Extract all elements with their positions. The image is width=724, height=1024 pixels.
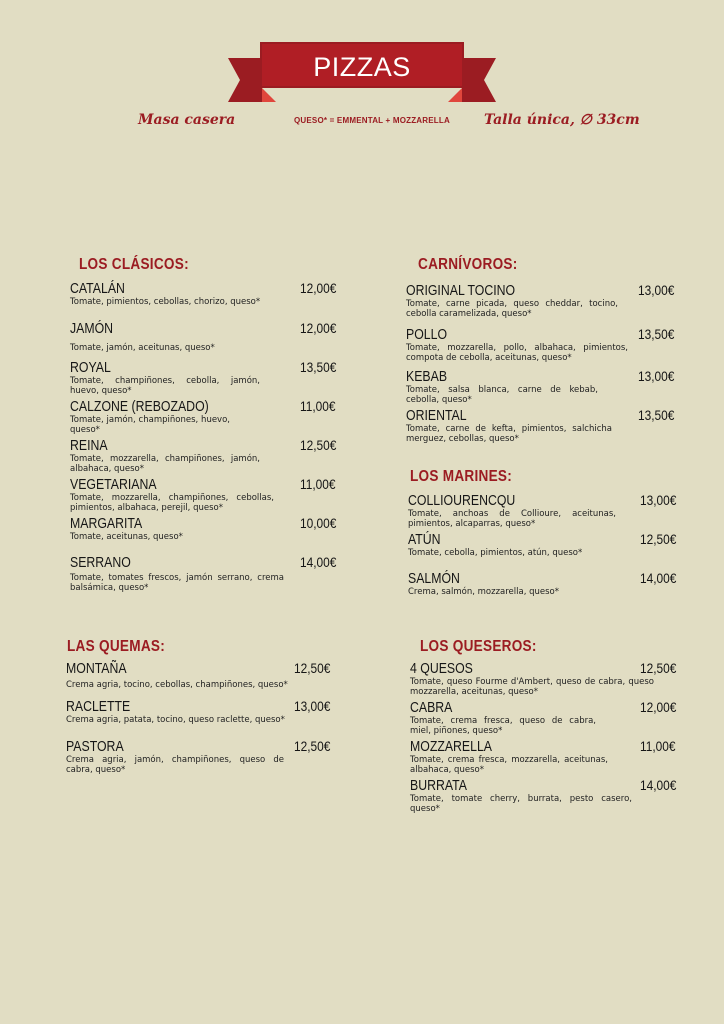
item-description: Tomate, anchoas de Collioure, aceitunas, pimientos, alcaparras, queso* (408, 509, 616, 529)
item-description: Tomate, carne picada, queso cheddar, tocino, cebolla caramelizada, queso* (406, 299, 618, 319)
item-name: ROYAL (70, 359, 111, 376)
item-description: Tomate, cebolla, pimientos, atún, queso* (408, 548, 583, 558)
item-description: Tomate, jamón, aceitunas, queso* (70, 343, 215, 353)
item-price: 13,00€ (640, 492, 677, 508)
item-price: 13,00€ (294, 698, 331, 714)
item-name: ORIENTAL (406, 407, 467, 424)
item-price: 14,00€ (640, 570, 677, 586)
item-description: Crema agria, jamón, champiñones, queso de cabra, queso* (66, 755, 284, 775)
item-description: Tomate, salsa blanca, carne de kebab, cebolla, queso* (406, 385, 598, 405)
item-description: Crema agria, patata, tocino, queso raclette, queso* (66, 715, 285, 725)
item-price: 11,00€ (640, 738, 676, 754)
item-price: 12,50€ (294, 738, 331, 754)
section-title-queseros: LOS QUESEROS: (420, 638, 537, 655)
item-name: CABRA (410, 699, 453, 716)
item-name: REINA (70, 437, 108, 454)
item-price: 13,00€ (638, 368, 675, 384)
item-price: 10,00€ (300, 515, 337, 531)
item-price: 12,00€ (300, 280, 337, 296)
item-description: Tomate, crema fresca, mozzarella, aceitunas, albahaca, queso* (410, 755, 608, 775)
item-name: CATALÁN (70, 280, 125, 297)
item-price: 12,50€ (294, 660, 331, 676)
item-name: SERRANO (70, 554, 131, 571)
item-price: 13,50€ (300, 359, 337, 375)
item-name: COLLIOURENCQU (408, 492, 516, 509)
item-description: Tomate, carne de kefta, pimientos, salchicha merguez, cebollas, queso* (406, 424, 612, 444)
cheese-legend: QUESO* = EMMENTAL + MOZZARELLA (294, 116, 450, 125)
item-name: MARGARITA (70, 515, 143, 532)
item-name: VEGETARIANA (70, 476, 157, 493)
item-description: Crema, salmón, mozzarella, queso* (408, 587, 560, 597)
item-name: PASTORA (66, 738, 124, 755)
item-description: Tomate, aceitunas, queso* (70, 532, 183, 542)
item-price: 13,00€ (638, 282, 675, 298)
item-name: MOZZARELLA (410, 738, 493, 755)
item-price: 13,50€ (638, 407, 675, 423)
item-description: Tomate, jamón, champiñones, huevo, queso* (70, 415, 230, 435)
item-price: 12,50€ (300, 437, 337, 453)
size-note: Talla única, ∅ 33cm (484, 112, 640, 128)
title-banner (226, 38, 498, 104)
item-name: BURRATA (410, 777, 467, 794)
item-price: 11,00€ (300, 398, 336, 414)
item-description: Tomate, crema fresca, queso de cabra, miel, piñones, queso* (410, 716, 596, 736)
item-name: 4 QUESOS (410, 660, 473, 677)
item-name: ORIGINAL TOCINO (406, 282, 516, 299)
section-title-clasicos: LOS CLÁSICOS: (79, 256, 189, 273)
item-name: KEBAB (406, 368, 448, 385)
item-name: ATÚN (408, 531, 441, 548)
section-title-carnivoros: CARNÍVOROS: (418, 256, 518, 273)
item-description: Tomate, champiñones, cebolla, jamón, huevo, queso* (70, 376, 260, 396)
item-name: JAMÓN (70, 320, 114, 337)
item-description: Tomate, pimientos, cebollas, chorizo, queso* (70, 297, 261, 307)
homemade-dough-note: Masa casera (138, 112, 236, 128)
item-price: 12,50€ (640, 531, 677, 547)
item-description: Crema agria, tocino, cebollas, champiñones, queso* (66, 680, 288, 690)
item-price: 12,00€ (640, 699, 677, 715)
item-description: Tomate, mozzarella, pollo, albahaca, pimientos, compota de cebolla, aceitunas, queso* (406, 343, 628, 363)
item-name: SALMÓN (408, 570, 460, 587)
item-description: Tomate, mozzarella, champiñones, jamón, albahaca, queso* (70, 454, 260, 474)
item-price: 14,00€ (640, 777, 677, 793)
item-name: MONTAÑA (66, 660, 127, 677)
item-description: Tomate, tomates frescos, jamón serrano, crema balsámica, queso* (70, 573, 284, 593)
item-price: 12,50€ (640, 660, 677, 676)
item-price: 12,00€ (300, 320, 337, 336)
item-name: CALZONE (REBOZADO) (70, 398, 209, 415)
item-name: POLLO (406, 326, 448, 343)
item-price: 14,00€ (300, 554, 337, 570)
section-title-quemas: LAS QUEMAS: (67, 638, 166, 655)
item-description: Tomate, mozzarella, champiñones, cebollas, pimientos, albahaca, perejil, queso* (70, 493, 274, 513)
item-description: Tomate, tomate cherry, burrata, pesto casero, queso* (410, 794, 632, 814)
page-title: PIZZAS (313, 51, 411, 82)
section-title-marines: LOS MARINES: (410, 468, 513, 485)
item-name: RACLETTE (66, 698, 131, 715)
item-price: 11,00€ (300, 476, 336, 492)
item-price: 13,50€ (638, 326, 675, 342)
item-description: Tomate, queso Fourme d'Ambert, queso de cabra, queso mozzarella, aceitunas, queso* (410, 677, 654, 697)
